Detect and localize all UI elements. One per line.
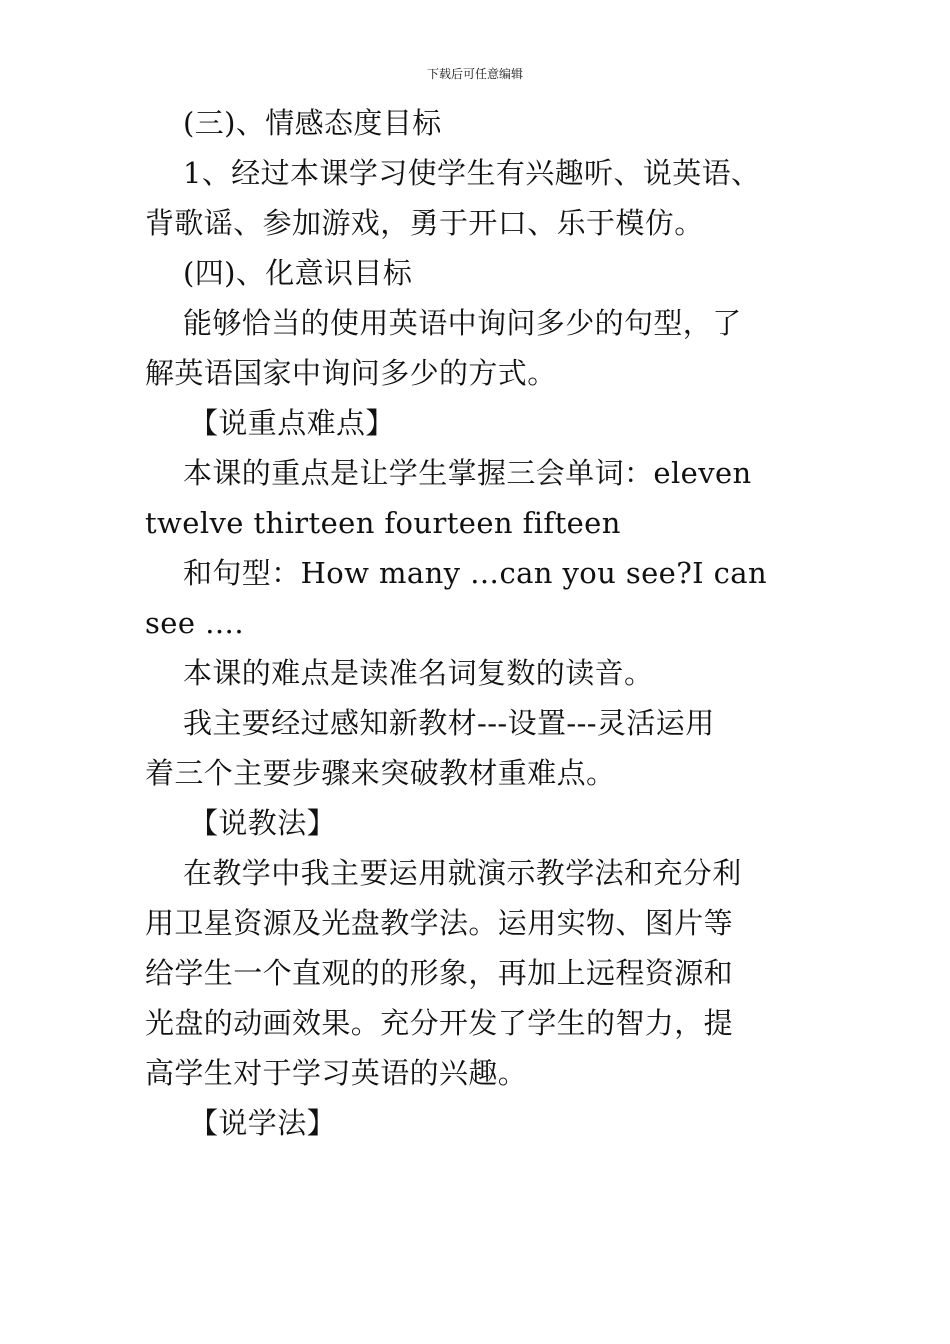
page-header: 下载后可任意编辑 bbox=[426, 67, 523, 81]
paragraph-line: 本课的难点是读准名词复数的读音。 bbox=[183, 656, 654, 690]
paragraph-line: 光盘的动画效果。充分开发了学生的智力，提 bbox=[145, 1006, 734, 1040]
paragraph-line: 1、经过本课学习使学生有兴趣听、说英语、 bbox=[183, 156, 761, 190]
paragraph-line: 高学生对于学习英语的兴趣。 bbox=[145, 1056, 528, 1090]
section-heading-attitude: (三)、情感态度目标 bbox=[183, 106, 442, 140]
section-heading-teaching-method: 【说教法】 bbox=[189, 806, 337, 840]
paragraph-line: 在教学中我主要运用就演示教学法和充分利 bbox=[183, 856, 742, 890]
paragraph-line: 着三个主要步骤来突破教材重难点。 bbox=[145, 756, 616, 790]
section-heading-culture: (四)、化意识目标 bbox=[183, 256, 413, 290]
paragraph-line: twelve thirteen fourteen fifteen bbox=[145, 506, 621, 540]
paragraph-line: 我主要经过感知新教材---设置---灵活运用 bbox=[183, 706, 715, 740]
paragraph-line: see …. bbox=[145, 606, 245, 640]
paragraph-line: 用卫星资源及光盘教学法。运用实物、图片等 bbox=[145, 906, 734, 940]
paragraph-line: 能够恰当的使用英语中询问多少的句型，了 bbox=[183, 306, 742, 340]
paragraph-line: 和句型：How many …can you see?I can bbox=[183, 556, 768, 590]
paragraph-line: 解英语国家中询问多少的方式。 bbox=[145, 356, 557, 390]
section-heading-learning-method: 【说学法】 bbox=[189, 1106, 337, 1140]
paragraph-line: 背歌谣、参加游戏，勇于开口、乐于模仿。 bbox=[145, 206, 704, 240]
document-body bbox=[145, 98, 795, 1148]
section-heading-key-points: 【说重点难点】 bbox=[189, 406, 395, 440]
paragraph-line: 本课的重点是让学生掌握三会单词：eleven bbox=[183, 456, 752, 490]
paragraph-line: 给学生一个直观的的形象，再加上远程资源和 bbox=[145, 956, 734, 990]
